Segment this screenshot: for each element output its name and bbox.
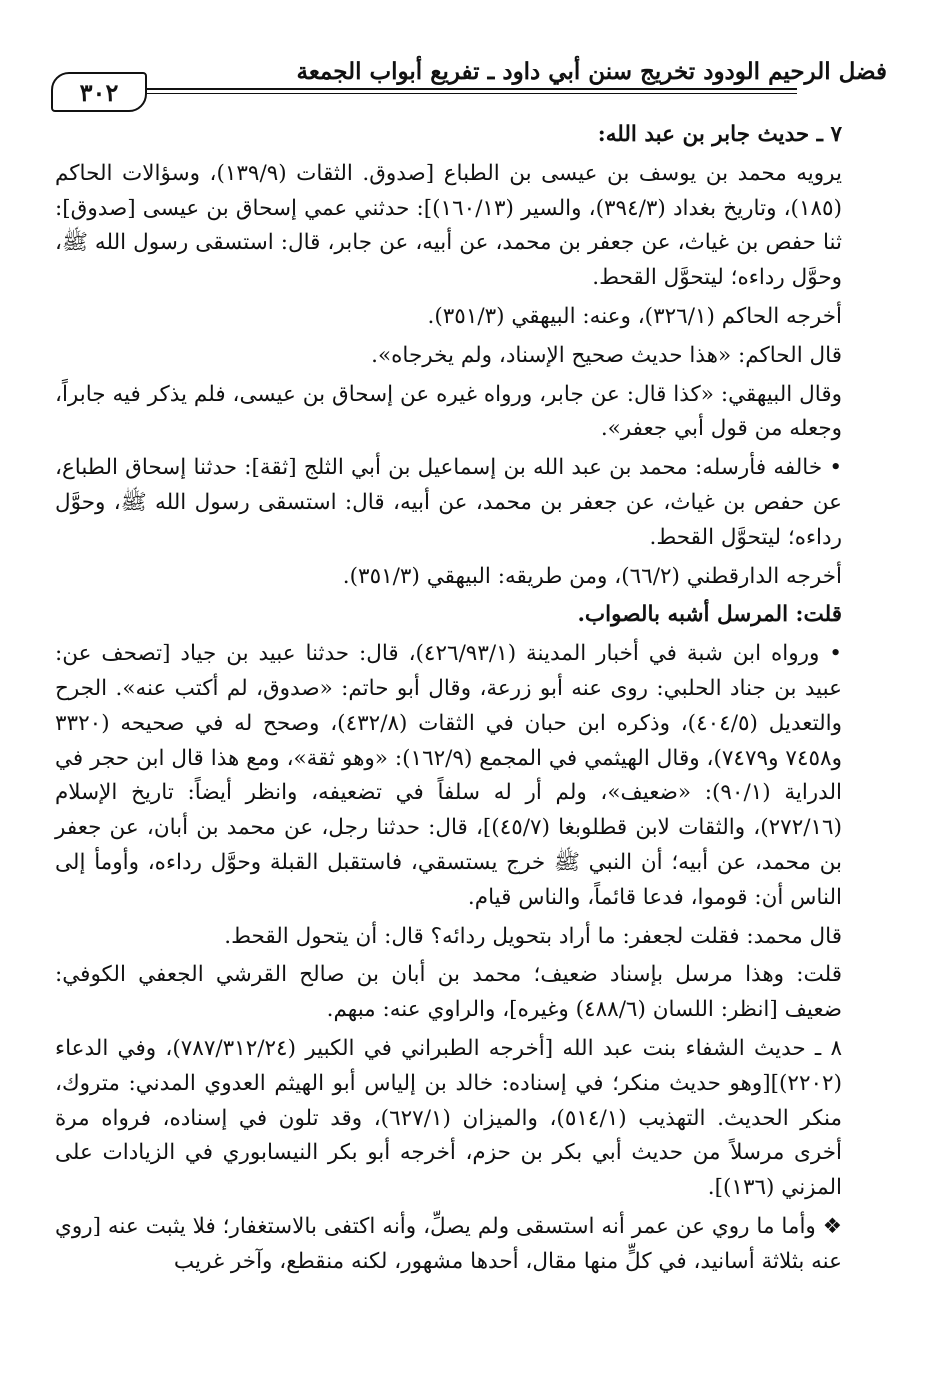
paragraph: ❖ وأما ما روي عن عمر أنه استسقى ولم يصلِّ، وأنه اكتفى بالاستغفار؛ فلا يثبت عنه [روي عنه بثلاثة أسانيد، في كلٍّ منها مقال، أحدها مشهور، لكنه منقطع، وآخر غريب xyxy=(55,1213,842,1274)
paragraph: أخرجه الحاكم (٣٢٦/١)، وعنه: البيهقي (٣٥١/٣). xyxy=(427,303,842,329)
running-title: فضل الرحيم الودود تخريج سنن أبي داود ـ تفريع أبواب الجمعة xyxy=(296,58,887,85)
paragraph: قلت: وهذا مرسل بإسناد ضعيف؛ محمد بن أبان بن صالح القرشي الجعفي الكوفي: ضعيف [انظر: اللسان (٤٨٨/٦) وغيره]، والراوي عنه: مبهم. xyxy=(55,962,842,1023)
conclusion-line: قلت: المرسل أشبه بالصواب. xyxy=(577,602,842,628)
paragraph: قال محمد: فقلت لجعفر: ما أراد بتحويل ردائه؟ قال: أن يتحول القحط. xyxy=(224,923,842,949)
paragraph: • خالفه فأرسله: محمد بن عبد الله بن إسماعيل بن أبي الثلج [ثقة]: حدثنا إسحاق الطباع، عن حفص بن غياث، عن جعفر بن محمد، عن أبيه، قال: استسقى رسول الله ﷺ، وحوَّل رداءه؛ ليتحوَّل القحط. xyxy=(55,455,842,550)
paragraph: ٨ ـ حديث الشفاء بنت عبد الله [أخرجه الطبراني في الكبير (٧٨٧/٣١٢/٢٤)، وفي الدعاء (٢٢٠٢)][وهو حديث منكر؛ في إسناده: خالد بن إلياس أبو الهيثم العدوي المدني: متروك، منكر الحديث. التهذيب (٥١٤/١)، والميزان (٦٢٧/١)، وقد تلون في إسناده، فرواه مرة أخرى مرسلاً من حديث أبي بكر بن حزم، أخرجه أبو بكر النيسابوري في الزيادات على المزني (١٣٦)]. xyxy=(55,1035,843,1201)
header-rule xyxy=(55,88,797,90)
page-body xyxy=(55,118,890,1284)
paragraph: • ورواه ابن شبة في أخبار المدينة (٤٢٦/٩٣/١)، قال: حدثنا عبيد بن جياد [تصحف عن: عبيد بن جناد الحلبي: روى عنه أبو زرعة، وقال أبو حاتم: «صدوق، لم أكتب عنه». الجرح والتعديل (٤٠٤/٥)، وذكره ابن حبان في الثقات (٤٣٢/٨)، وصحح له في صحيحه (٣٣٢٠ و٧٤٥٨ و٧٤٧٩)، وقال الهيثمي في المجمع (١٦٢/٩): «وهو ثقة»، ومع هذا قال ابن حجر في الدراية (٩٠/١): «ضعيف»، ولم أر له سلفاً في تضعيفه، وانظر أيضاً: تاريخ الإسلام (٢٧٢/١٦)، والثقات لابن قطلوبغا (٤٥/٧)]، قال: حدثنا رجل، عن محمد بن أبان، عن جعفر بن محمد، عن أبيه؛ أن النبي ﷺ خرج يستسقي، فاستقبل القبلة وحوَّل رداءه، وأومأ إلى الناس أن: قوموا، فدعا قائماً، والناس قيام. xyxy=(55,641,843,910)
paragraph: أخرجه الدارقطني (٦٦/٢)، ومن طريقه: البيهقي (٣٥١/٣). xyxy=(342,563,842,589)
page-number: ٣٠٢ xyxy=(51,72,147,112)
paragraph: وقال البيهقي: «كذا قال: عن جابر، ورواه غيره عن إسحاق بن عيسى، فلم يذكر فيه جابراً، وجعله من قول أبي جعفر». xyxy=(55,381,842,442)
paragraph: قال الحاكم: «هذا حديث صحيح الإسناد، ولم يخرجاه». xyxy=(371,342,842,368)
paragraph: يرويه محمد بن يوسف بن عيسى بن الطباع [صدوق. الثقات (١٣٩/٩)، وسؤالات الحاكم (١٨٥)، وتاريخ بغداد (٣٩٤/٣)، والسير (١٦٠/١٣)]: حدثني عمي إسحاق بن عيسى [صدوق]: ثنا حفص بن غياث، عن جعفر بن محمد، عن أبيه، عن جابر، قال: استسقى رسول الله ﷺ، وحوَّل رداءه؛ ليتحوَّل القحط. xyxy=(55,160,842,291)
page-header xyxy=(55,52,895,108)
header-rule-thin xyxy=(55,93,797,94)
section-heading: ٧ ـ حديث جابر بن عبد الله: xyxy=(597,122,842,147)
